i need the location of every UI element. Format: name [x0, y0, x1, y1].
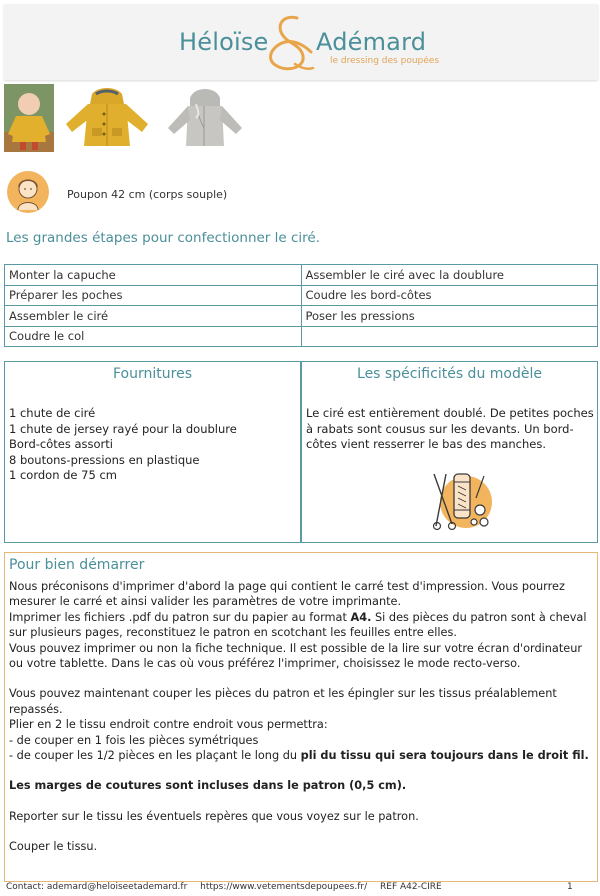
paragraph: Reporter sur le tissu les éventuels repères que vous voyez sur le patron.: [9, 809, 419, 823]
ampersand-logo-icon: [257, 12, 317, 74]
doll-size-label: Poupon 42 cm (corps souple): [67, 188, 228, 201]
paragraph-text: Imprimer les fichiers .pdf du patron sur du papier au format: [9, 610, 351, 624]
steps-title: Les grandes étapes pour confectionner le ciré.: [6, 230, 321, 246]
getting-started-body: [9, 579, 594, 855]
paragraph: Plier en 2 le tissu endroit contre endroit vous permettra:: [9, 718, 328, 732]
list-item: 8 boutons-pressions en plastique: [9, 452, 200, 467]
grey-raincoat-photo: [160, 84, 250, 152]
website-link[interactable]: https://www.vetementsdepoupees.fr/: [200, 882, 368, 892]
reference-code: REF A42-CIRE: [380, 882, 442, 892]
page-number: 1: [567, 882, 573, 892]
paragraph: [9, 610, 594, 641]
page-header: [4, 4, 598, 80]
paragraph: Les marges de coutures sont incluses dans le patron (0,5 cm).: [9, 779, 407, 793]
paragraph: Nous préconisons d'imprimer d'abord la page qui contient le carré test d'impression. Vous pourrez mesurer le carré et ainsi valider les paramètres de votre imprimante.: [9, 580, 565, 609]
sewing-kit-icon: [428, 468, 494, 532]
list-item: 1 chute de ciré: [9, 406, 96, 420]
paragraph-text: - de couper les 1/2 pièces en les plaçant le long du: [9, 749, 301, 763]
getting-started-box: [4, 552, 598, 882]
paragraph-text: Si des pièces du patron sont à cheval sur plusieurs pages, reconstituez le patron en scotchant les feuilles entre elles.: [9, 610, 587, 640]
supplies-box: [4, 361, 301, 543]
doll-photo: [4, 84, 54, 152]
table-row: [5, 326, 598, 347]
brand-tagline: le dressing des poupées: [330, 56, 440, 66]
paragraph: [9, 748, 594, 763]
supplies-title: Fournitures: [113, 366, 192, 382]
step-cell: Assembler le ciré: [5, 306, 302, 327]
list-item: 1 chute de jersey rayé pour la doublure: [9, 421, 237, 436]
model-specifics-text: Le ciré est entièrement doublé. De petites poches à rabats sont cousus sur les devants. Un bord-côtes vient resserrer le bas des manches.: [306, 406, 594, 451]
contact-email: Contact: ademard@heloiseetademard.fr: [6, 882, 188, 892]
paragraph: Vous pouvez imprimer ou non la fiche technique. Il est possible de la lire sur votre écran d'ordinateur ou votre tablette. Dans le cas où vous préférez l'imprimer, choisissez le mode recto-verso.: [9, 641, 583, 671]
page-footer: [6, 882, 596, 892]
list-item: Bord-côtes assorti: [9, 437, 113, 451]
step-cell: Coudre le col: [5, 326, 302, 347]
model-specifics-box: [301, 361, 598, 543]
brand-name-left: Héloïse: [179, 28, 269, 56]
paragraph: - de couper en 1 fois les pièces symétriques: [9, 733, 259, 747]
step-cell: Monter la capuche: [5, 265, 302, 286]
step-cell: [301, 326, 598, 347]
paragraph-bold-text: A4.: [350, 610, 372, 624]
steps-table: [4, 264, 598, 347]
list-item: 1 cordon de 75 cm: [9, 468, 117, 482]
paragraph: Couper le tissu.: [9, 840, 98, 854]
paragraph: Vous pouvez maintenant couper les pièces du patron et les épingler sur les tissus préalablement repassés.: [9, 687, 557, 716]
doll-avatar-icon: [6, 170, 50, 214]
getting-started-title: Pour bien démarrer: [9, 557, 145, 573]
step-cell: Assembler le ciré avec la doublure: [301, 265, 598, 286]
supplies-list: [9, 406, 237, 484]
yellow-raincoat-photo: [62, 84, 152, 152]
table-row: [5, 265, 598, 286]
step-cell: Coudre les bord-côtes: [301, 285, 598, 306]
brand-name-right: Adémard: [316, 28, 427, 56]
model-specifics-title: Les spécificités du modèle: [357, 366, 542, 382]
step-cell: Poser les pressions: [301, 306, 598, 327]
paragraph-bold-text: pli du tissu qui sera toujours dans le droit fil.: [300, 749, 589, 763]
step-cell: Préparer les poches: [5, 285, 302, 306]
table-row: [5, 306, 598, 327]
table-row: [5, 285, 598, 306]
